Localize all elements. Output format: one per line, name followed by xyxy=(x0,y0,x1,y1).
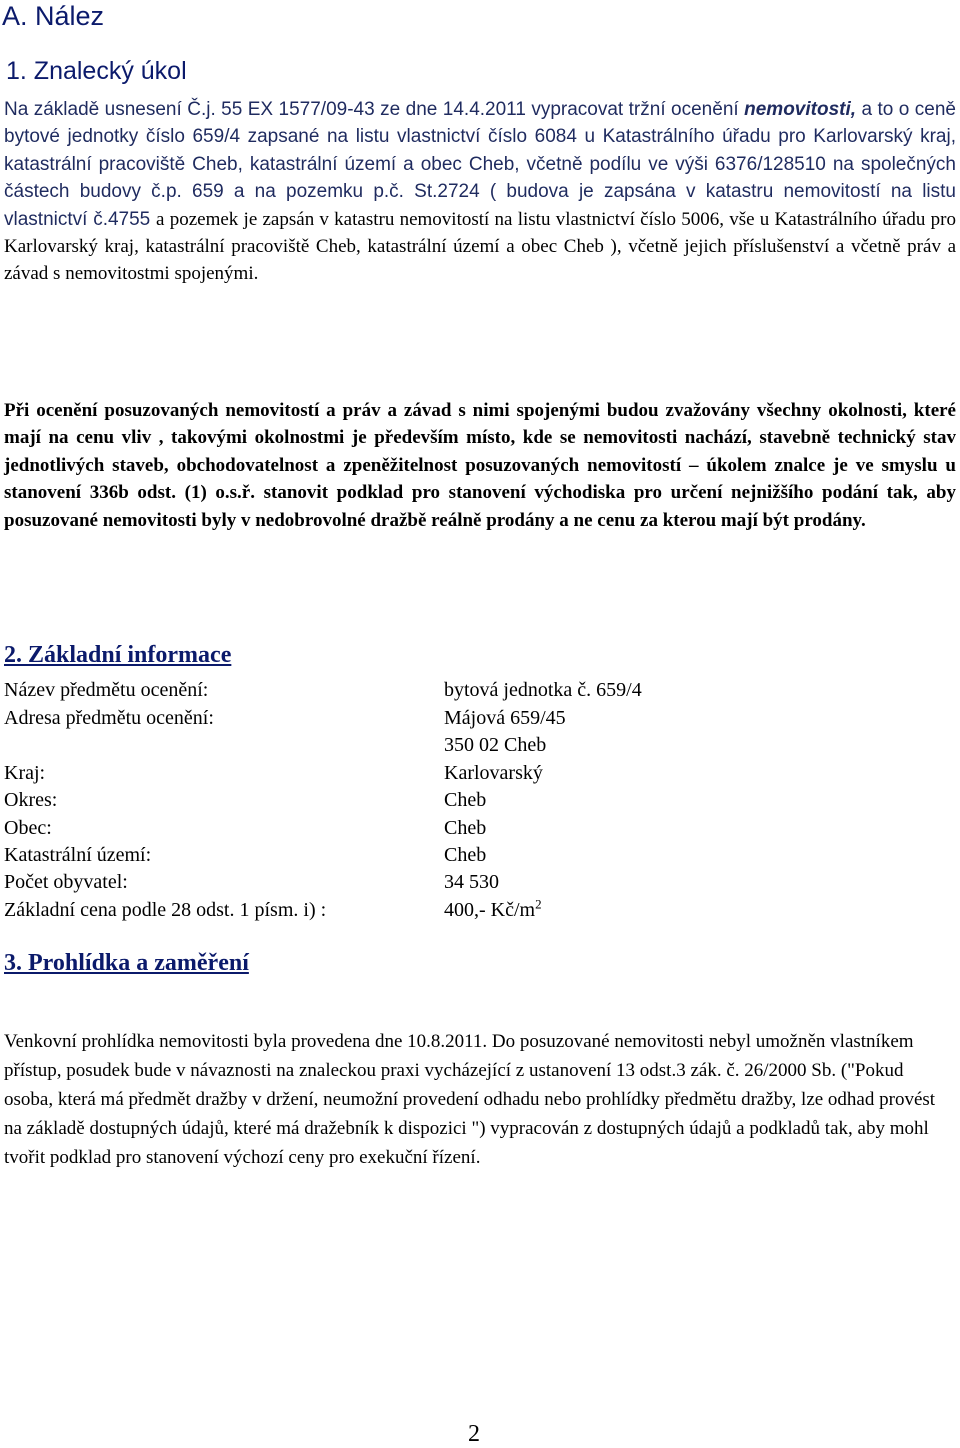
heading-task: 1. Znalecký úkol xyxy=(6,57,187,85)
task-head-text: Na základě usnesení Č.j. 55 EX 1577/09-43 ze dne 14.4.2011 vypracovat tržní ocenění xyxy=(4,99,739,120)
square-superscript: 2 xyxy=(535,896,542,912)
inspection-paragraph: Venkovní prohlídka nemovitosti byla provedena dne 10.8.2011. Do posuzované nemovitosti nebyl umožněn vlastníkem přístup, posudek bude v návaznosti na znaleckou praxi vycházející z ustanovení 13 odst.3 zák. č. 26/2000 Sb. ("Pokud osoba, která má předmět dražby v držení, neumožní provedení odhadu nebo prohlídky předmětu dražby, lze odhad provést na základě dostupných údajů, které má dražebník k dispozici ") vypracován z dostupných údajů a podkladů tak, aby mohl tvořit podklad pro stanovení výchozí ceny pro exekuční řízení. xyxy=(4,1031,936,1168)
info-label: Adresa předmětu ocenění: xyxy=(4,707,214,729)
info-label: Název předmětu ocenění: xyxy=(4,679,209,701)
info-value xyxy=(444,897,542,924)
info-label: Základní cena podle 28 odst. 1 písm. i) : xyxy=(4,899,327,921)
info-label: Počet obyvatel: xyxy=(4,871,128,893)
info-label: Katastrální území: xyxy=(4,844,152,866)
info-value: Cheb xyxy=(444,789,487,811)
info-value: Karlovarský xyxy=(444,762,543,784)
heading-section-a: A. Nález xyxy=(2,1,105,31)
valuation-considerations-paragraph: Při ocenění posuzovaných nemovitostí a práv a závad s nimi spojenými budou zvažovány všechny okolnosti, které mají na cenu vliv , takovými okolnostmi je především místo, kde se nemovitosti nachází, stavebně technický stav jednotlivých staveb, obchodovatelnost a zpeněžitelnost posuzovaných nemovitostí – úkolem znalce je ve smyslu u stanovení 336b odst. (1) o.s.ř. stanovit podklad pro stanovení východiska pro určení nejnižšího podání tak, aby posuzované nemovitosti byly v nedobrovolné dražbě reálně prodány a ne cenu za kterou mají být prodány. xyxy=(4,400,956,531)
info-value: Cheb xyxy=(444,844,487,866)
info-value: 350 02 Cheb xyxy=(444,734,547,756)
info-value: Cheb xyxy=(444,817,487,839)
info-value: bytová jednotka č. 659/4 xyxy=(444,679,642,701)
info-value: Májová 659/45 xyxy=(444,707,566,729)
info-label: Kraj: xyxy=(4,762,46,784)
task-paragraph xyxy=(4,96,956,288)
task-body-text: a to o ceně bytové jednotky číslo 659/4 zapsané na listu vlastnictví číslo 6084 u Katastrálního úřadu pro Karlovarský kraj, katastrální pracoviště Cheb, katastrální území a obec Cheb, včetně podílu ve výši 6376/128510 na společných částech budovy č.p. 659 a na pozemku p.č. St.2724 ( budova je zapsána v katastru nemovitostí na listu vlastnictví č.4755 xyxy=(4,99,956,230)
task-bold-word: nemovitosti, xyxy=(744,99,857,120)
info-label: Okres: xyxy=(4,789,58,811)
heading-inspection: 3. Prohlídka a zaměření xyxy=(4,950,249,976)
info-value: 34 530 xyxy=(444,871,499,893)
base-price-value: 400,- Kč/m xyxy=(444,899,536,921)
heading-basic-info: 2. Základní informace xyxy=(4,642,232,668)
info-label: Obec: xyxy=(4,817,52,839)
page-number: 2 xyxy=(468,1421,480,1447)
task-tail-text: a pozemek je zapsán v katastru nemovitostí na listu vlastnictví číslo 5006, vše u Katastrálního úřadu pro Karlovarský kraj, katastrální pracoviště Cheb, katastrální území a obec Cheb ), včetně jejich příslušenství a včetně práv a závad s nemovitostmi spojenými. xyxy=(4,208,956,285)
